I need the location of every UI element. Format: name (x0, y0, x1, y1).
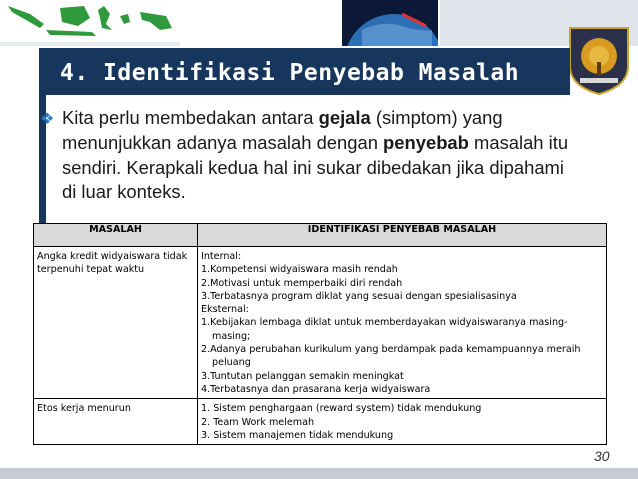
diamond-bullet-icon: ❖ (40, 111, 55, 128)
table-row (34, 247, 607, 399)
ministry-emblem-icon (562, 22, 636, 96)
cause-item: 3. Sistem manajemen tidak mendukung (201, 429, 394, 441)
cause-item: 2.Motivasi untuk memperbaiki diri rendah (201, 277, 403, 289)
problem-cause-table (33, 223, 607, 445)
bullet-paragraph (62, 106, 582, 205)
page-number: 30 (594, 448, 610, 464)
paragraph-bold-penyebab: penyebab (383, 131, 469, 153)
paragraph-text: masalah itu sendiri. Kerapkali kedua hal ini sukar dibedakan jika dipahami di luar konteks. (62, 131, 569, 203)
paragraph-text: (simptom) yang menunjukkan adanya masalah dengan (62, 107, 503, 153)
cause-item: 1. Sistem penghargaan (reward system) tidak mendukung (201, 403, 482, 415)
masalah-cell: Etos kerja menurun (34, 399, 198, 445)
earth-globe-image (342, 0, 438, 46)
masalah-cell: Angka kredit widyaiswara tidak terpenuhi tepat waktu (34, 247, 198, 399)
cause-item: 2. Team Work melemah (201, 416, 315, 428)
footer-bar (0, 468, 638, 479)
header-masalah: MASALAH (34, 224, 198, 247)
header-identifikasi: IDENTIFIKASI PENYEBAB MASALAH (198, 224, 607, 247)
cause-item: 1.Kompetensi widyaiswara masih rendah (201, 264, 398, 276)
cause-item: 2.Adanya perubahan kurikulum yang berdampak pada kemampuannya meraih peluang (201, 344, 581, 369)
cause-item: 3.Terbatasnya program diklat yang sesuai dengan spesialisasinya (201, 290, 517, 302)
internal-label: Internal: (201, 251, 242, 262)
cause-item: 4.Terbatasnya dan prasarana kerja widyaiswara (201, 383, 431, 395)
table-header-row (34, 224, 607, 247)
cause-item: 3.Tuntutan pelanggan semakin meningkat (201, 370, 404, 382)
causes-cell (198, 247, 607, 399)
causes-cell (198, 399, 607, 445)
indonesia-map-image (0, 0, 180, 46)
cause-item: 1.Kebijakan lembaga diklat untuk memberdayakan widyaiswaranya masing-masing; (201, 317, 568, 342)
eksternal-label: Eksternal: (201, 304, 249, 316)
table-row (34, 399, 607, 445)
paragraph-text: Kita perlu membedakan antara (62, 107, 319, 128)
paragraph-bold-gejala: gejala (318, 107, 371, 128)
slide-title: 4. Identifikasi Penyebab Masalah (60, 60, 520, 86)
